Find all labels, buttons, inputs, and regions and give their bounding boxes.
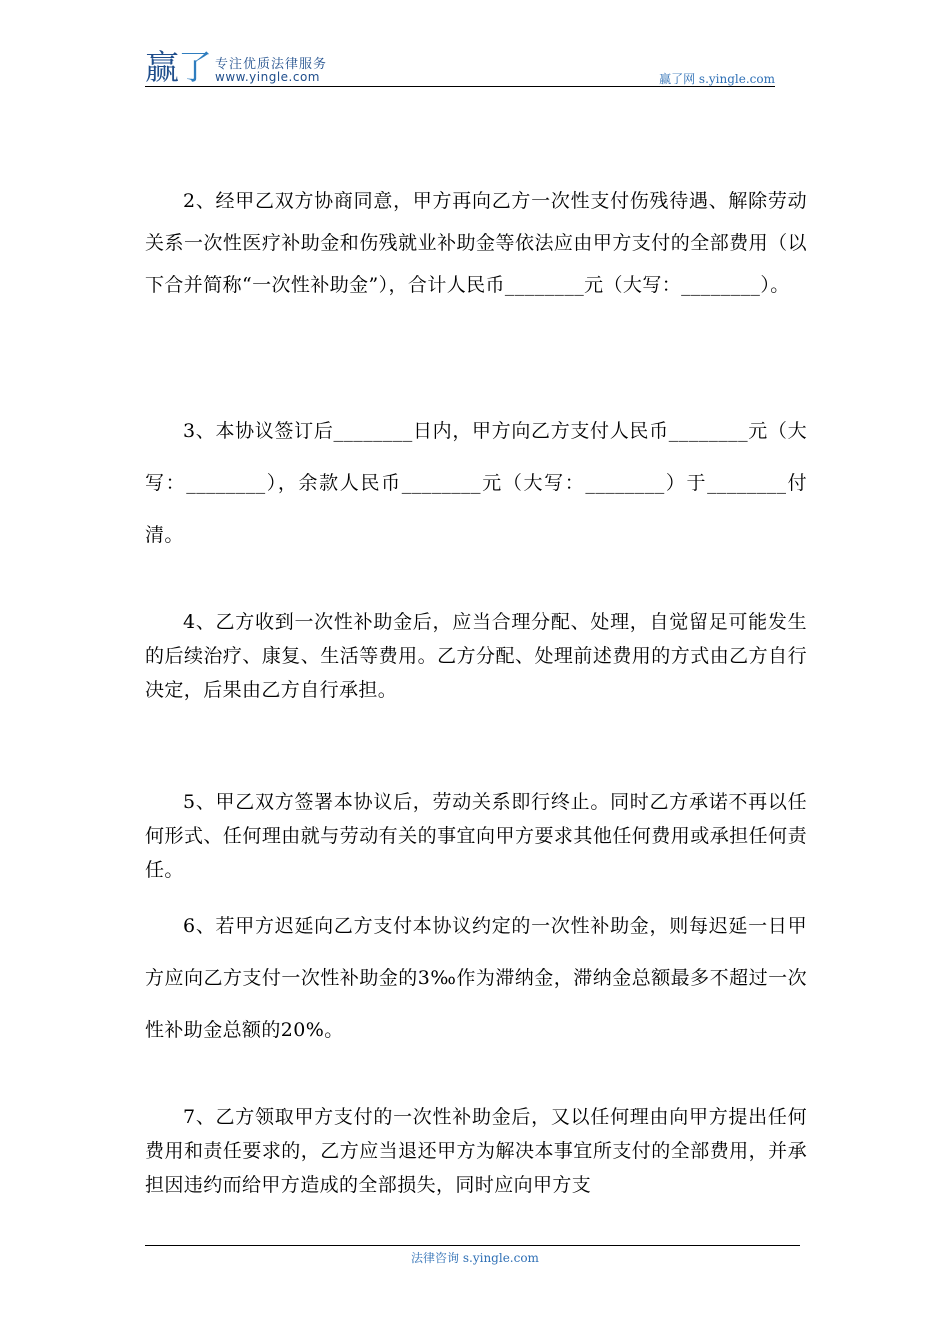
logo-tagline: 专注优质法律服务 — [215, 57, 328, 72]
yingle-logo[interactable] — [145, 50, 211, 86]
logo-char-ying: 赢 — [145, 48, 178, 88]
logo-url: www.yingle.com — [215, 70, 320, 84]
page-header — [145, 50, 775, 88]
header-divider — [145, 86, 775, 87]
clause-2: 2、经甲乙双方协商同意，甲方再向乙方一次性支付伤残待遇、解除劳动关系一次性医疗补助金和伤残就业补助金等依法应由甲方支付的全部费用（以下合并简称“一次性补助金”），合计人民币________元（大写：________）。 — [145, 190, 807, 296]
header-site-link[interactable]: 赢了网 s.yingle.com — [659, 72, 775, 86]
clause-5: 5、甲乙双方签署本协议后，劳动关系即行终止。同时乙方承诺不再以任何形式、任何理由就与劳动有关的事宜向甲方要求其他任何费用或承担任何责任。 — [145, 791, 807, 881]
clause-6: 6、若甲方迟延向乙方支付本协议约定的一次性补助金，则每迟延一日甲方应向乙方支付一次性补助金的3‰作为滞纳金，滞纳金总额最多不超过一次性补助金总额的20%。 — [145, 915, 807, 1041]
footer-link[interactable]: 法律咨询 s.yingle.com — [411, 1251, 539, 1265]
logo-char-liao: 了 — [178, 48, 211, 88]
clause-3: 3、本协议签订后________日内，甲方向乙方支付人民币________元（大写：________），余款人民币________元（大写：________）于________付清。 — [145, 420, 807, 546]
footer-divider — [145, 1245, 800, 1246]
clause-4: 4、乙方收到一次性补助金后，应当合理分配、处理，自觉留足可能发生的后续治疗、康复、生活等费用。乙方分配、处理前述费用的方式由乙方自行决定，后果由乙方自行承担。 — [145, 611, 807, 701]
clause-7: 7、乙方领取甲方支付的一次性补助金后，又以任何理由向甲方提出任何费用和责任要求的，乙方应当退还甲方为解决本事宜所支付的全部费用，并承担因违约而给甲方造成的全部损失，同时应向甲方支 — [145, 1106, 807, 1196]
